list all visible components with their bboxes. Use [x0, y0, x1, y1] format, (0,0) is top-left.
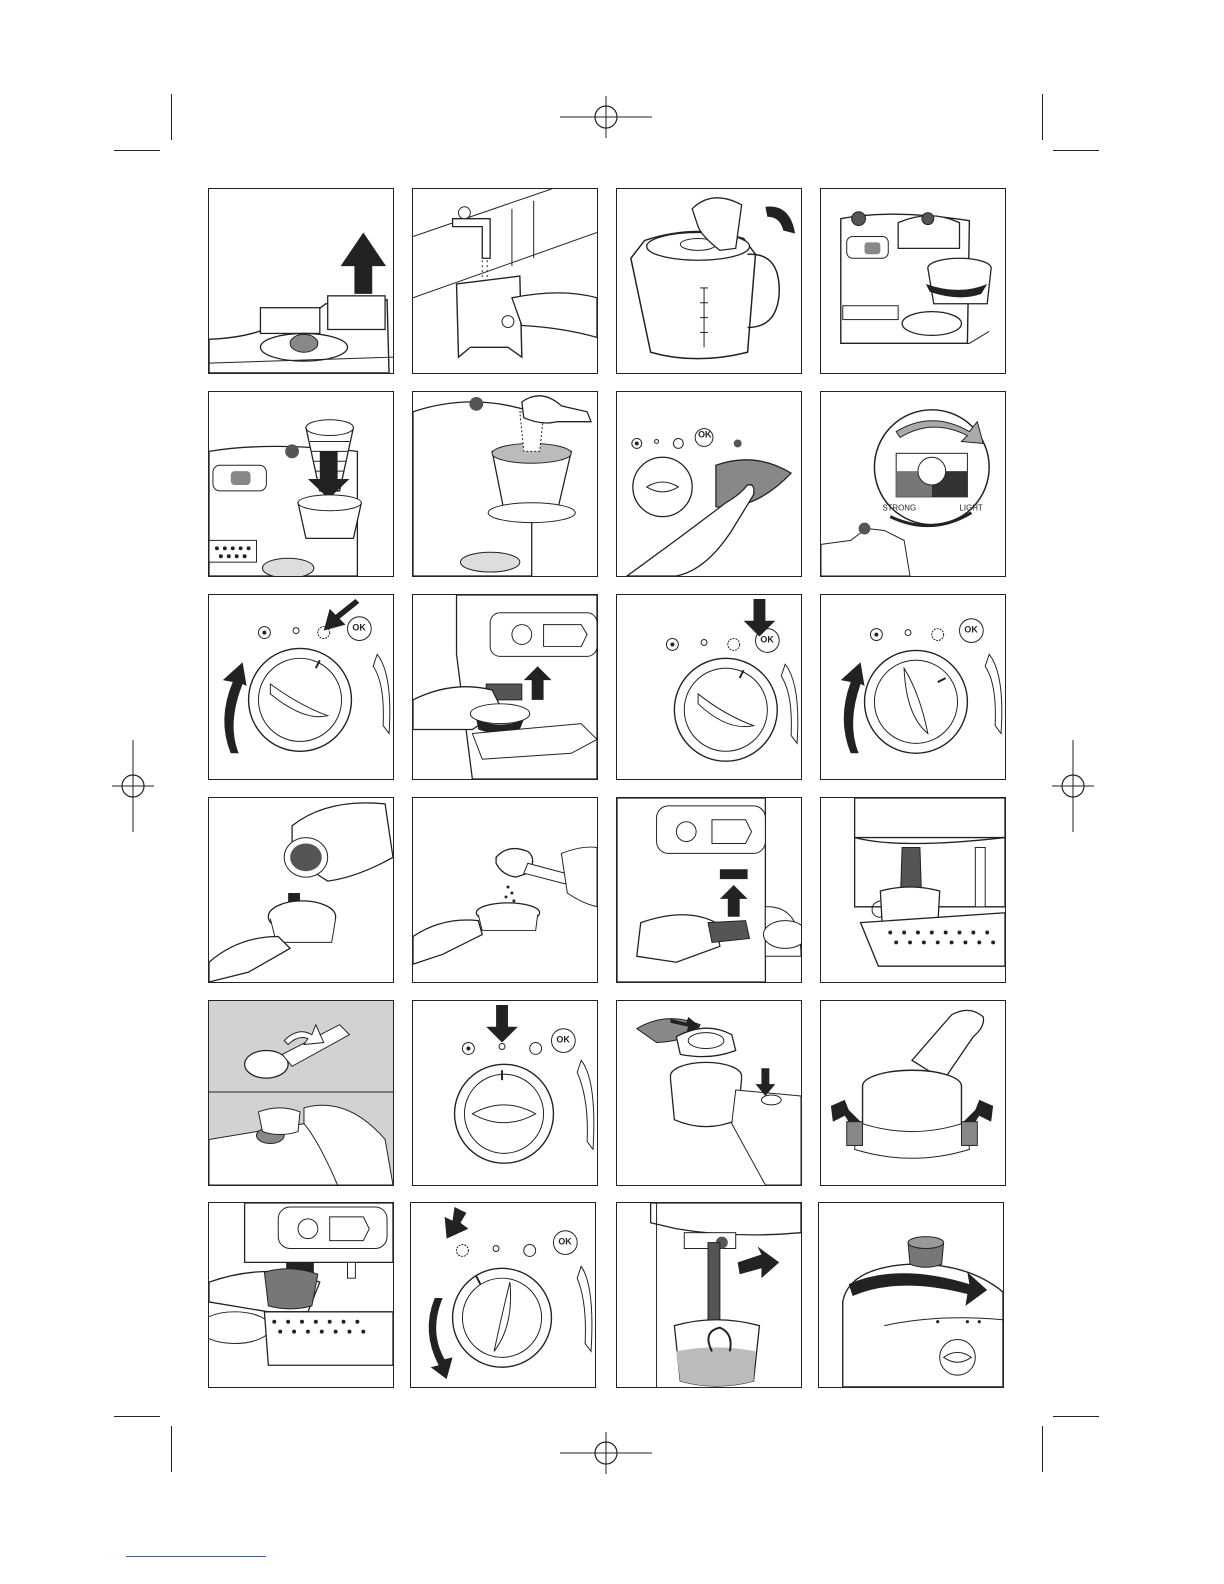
panel-19-remove-pod-adapter [616, 1000, 802, 1186]
dial-icon [865, 650, 968, 753]
ok-label: OK [352, 622, 366, 633]
registration-crosshair-icon [112, 740, 154, 832]
crop-mark-bottom-left-v [171, 1426, 172, 1472]
indicator-light-icon [457, 1245, 469, 1257]
panel-15-attach-filter-holder [616, 797, 802, 983]
arrow-curved-icon [831, 1100, 861, 1122]
ok-label: OK [556, 1034, 570, 1045]
dial-icon [249, 648, 352, 751]
ok-label: OK [964, 624, 978, 635]
light-label: LIGHT [959, 503, 983, 513]
ok-label: OK [698, 429, 712, 440]
panel-18-dial-off [412, 1000, 598, 1186]
crop-mark-top-left-h [114, 150, 160, 151]
indicator-light-icon [728, 639, 740, 651]
ok-label: OK [558, 1236, 572, 1247]
panel-7-press-button [616, 391, 802, 577]
crop-mark-top-left-v [171, 94, 172, 140]
arrow-curved-icon [765, 207, 795, 234]
arrow-curved-icon [963, 1100, 993, 1122]
dial-icon [674, 658, 777, 761]
panel-22-dial-steam-left [410, 1202, 596, 1388]
arrow-up-icon [738, 1247, 780, 1279]
panel-24-turn-knob [818, 1202, 1004, 1388]
arrow-curved-icon [223, 662, 247, 753]
panel-14-fill-coffee [412, 797, 598, 983]
panel-21-cup-under-nozzle [208, 1202, 394, 1388]
arrow-down-icon [445, 1207, 469, 1239]
panel-1-remove-tank [208, 188, 394, 374]
panel-3-carafe-lid [616, 188, 802, 374]
panel-9-turn-dial-steam [208, 594, 394, 780]
panel-4-rotate-filter [820, 188, 1006, 374]
panel-20-release-tabs [820, 1000, 1006, 1186]
dial-icon [455, 1064, 554, 1163]
hand-icon [561, 847, 597, 907]
panel-2-fill-tank [412, 188, 598, 374]
crop-mark-bottom-right-v [1042, 1426, 1043, 1472]
crop-mark-bottom-left-h [114, 1416, 160, 1417]
dial-icon [453, 1268, 552, 1367]
crop-mark-bottom-right-h [1053, 1416, 1099, 1417]
panel-6-add-coffee [412, 391, 598, 577]
panel-16-brew-espresso [820, 797, 1006, 983]
footer-link-underline [126, 1556, 266, 1557]
panel-5-insert-filter [208, 391, 394, 577]
panel-23-steam-wand [616, 1202, 802, 1388]
dial-icon [633, 457, 692, 516]
crop-mark-top-right-v [1042, 94, 1043, 140]
arrow-curved-icon [841, 662, 865, 753]
strong-label: STRONG [882, 503, 917, 513]
panel-11-press-ok [616, 594, 802, 780]
panel-13-insert-filter-cup [208, 797, 394, 983]
registration-crosshair-icon [560, 96, 652, 138]
registration-crosshair-icon [1052, 740, 1094, 832]
panel-17-clean-filter-holder [208, 1000, 394, 1186]
panel-8-strength-knob [820, 391, 1006, 577]
arrow-down-icon [486, 1005, 518, 1043]
indicator-light-icon [932, 629, 944, 641]
crop-mark-top-right-h [1053, 150, 1099, 151]
panel-12-dial-steam [820, 594, 1006, 780]
arrow-curved-icon [429, 1298, 453, 1379]
ok-label: OK [760, 634, 774, 645]
indicator-light-icon [734, 439, 742, 447]
arrow-up-icon [341, 233, 387, 267]
panel-10-insert-filter-holder [412, 594, 598, 780]
registration-crosshair-icon [560, 1432, 652, 1474]
